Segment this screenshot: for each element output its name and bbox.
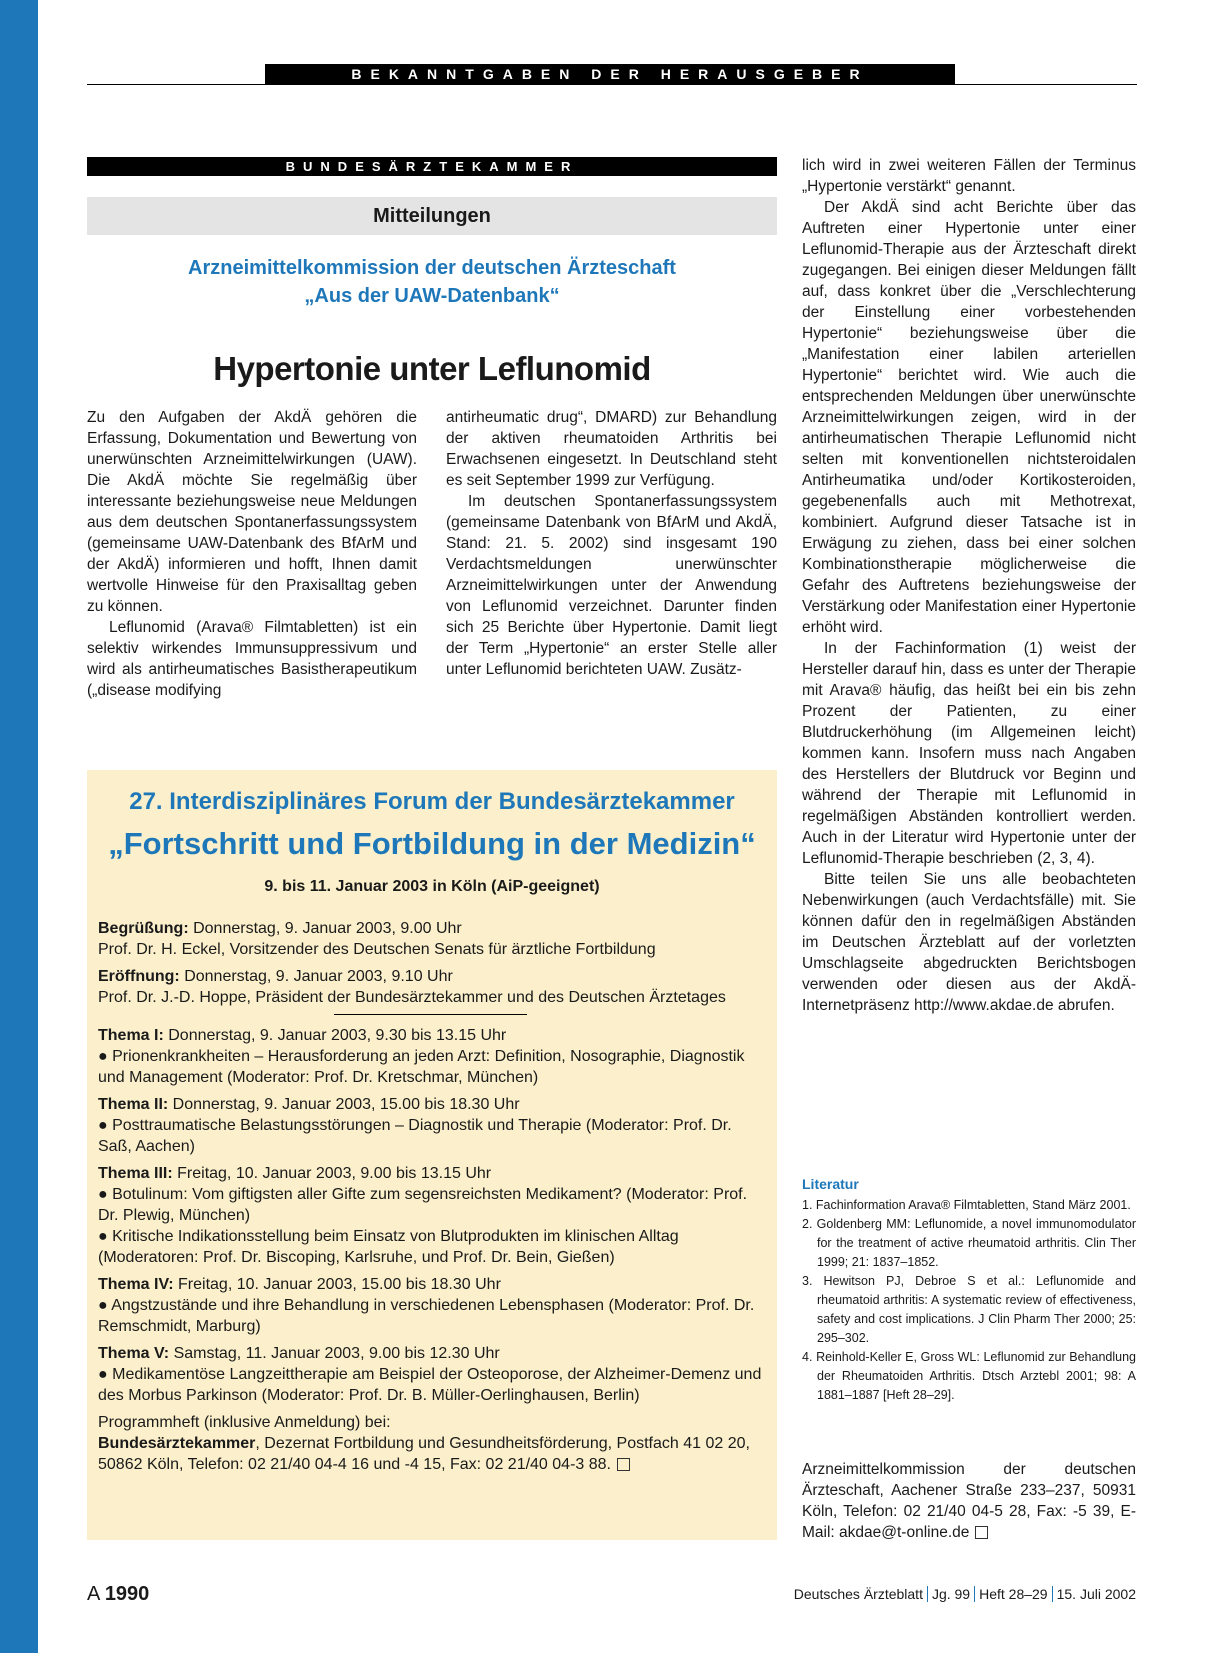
theme-label: Thema I: — [98, 1027, 164, 1044]
paragraph: Leflunomid (Arava® Filmtabletten) ist ein selektiv wirkendes Immunsuppressivum und wird als antirheumatisches Basistherapeutikum („disease modifying — [87, 619, 417, 699]
article-kicker-1: Arzneimittelkommission der deutschen Ärzteschaft — [188, 257, 676, 279]
paragraph: antirheumatic drug“, DMARD) zur Behandlung der aktiven rheumatoiden Arthritis bei Erwachsenen eingesetzt. In Deutschland steht es seit September 1999 zur Verfügung. — [446, 409, 777, 489]
forum-title: 27. Interdisziplinäres Forum der Bundesärztekammer — [129, 788, 735, 815]
forum-subtitle: „Fortschritt und Fortbildung in der Medizin“ — [108, 826, 756, 861]
literature-list — [802, 1196, 1136, 1405]
greeting-label: Begrüßung: — [98, 920, 189, 937]
theme-5 — [98, 1343, 764, 1406]
theme-2 — [98, 1094, 764, 1157]
greeting-time: Donnerstag, 9. Januar 2003, 9.00 Uhr — [188, 920, 462, 937]
address-text: Arzneimittelkommission der deutschen Ärzteschaft, Aachener Straße 233–237, 50931 Köln, Telefon: 02 21/40 04-5 28, Fax: -5 39, E-Mail: akdae@t-online.de — [802, 1461, 1136, 1541]
theme-time: Donnerstag, 9. Januar 2003, 9.30 bis 13.15 Uhr — [163, 1027, 507, 1044]
paragraph: Zu den Aufgaben der AkdÄ gehören die Erfassung, Dokumentation und Bewertung von unerwünschten Arzneimittelwirkungen (UAW). Die AkdÄ möchte Sie regelmäßig über interessante beziehungsweise neue Meldungen aus dem deutschen Spontanerfassungssystem (gemeinsame UAW-Datenbank des BfArM und der AkdÄ) informieren und hofft, Ihnen damit wertvolle Hinweise für den Praxisalltag geben zu können. — [87, 409, 417, 615]
theme-topic: ● Kritische Indikationsstellung beim Einsatz von Blutprodukten im klinischen Alltag (Moderatoren: Prof. Dr. Biscoping, Karlsruhe, und Prof. Dr. Bein, Gießen) — [98, 1228, 679, 1266]
paragraph: In der Fachinformation (1) weist der Hersteller darauf hin, dass es unter der Therapie mit Arava® häufig, das heißt bei ein bis zehn Prozent der Patienten, zu einer Blutdruckerhöhung (im Allgemeinen leicht) kommen kann. Insofern muss nach Angaben des Herstellers der Blutdruck vor Beginn und während der Therapie mit Leflunomid in regelmäßigen Abständen kontrolliert werden. Auch in der Literatur wird Hypertonie unter der Leflunomid-Therapie beschrieben (2, 3, 4). — [802, 640, 1136, 867]
journal-date: 15. Juli 2002 — [1056, 1586, 1136, 1602]
literature-item: 4. Reinhold-Keller E, Gross WL: Leflunomid zur Behandlung der Rheumatoiden Arthritis. Dtsch Arztebl 2001; 98: A 1881–1887 [Heft 28–29]. — [802, 1350, 1136, 1402]
opening-person: Prof. Dr. J.-D. Hoppe, Präsident der Bundesärztekammer und des Deutschen Ärztetages — [98, 989, 726, 1006]
forum-greeting — [98, 918, 764, 960]
journal-issue: Heft 28–29 — [979, 1586, 1048, 1602]
literature-item: 1. Fachinformation Arava® Filmtabletten, Stand März 2001. — [802, 1198, 1131, 1212]
paragraph: lich wird in zwei weiteren Fällen der Terminus „Hypertonie verstärkt“ genannt. — [802, 157, 1136, 195]
opening-label: Eröffnung: — [98, 968, 180, 985]
theme-label: Thema V: — [98, 1345, 170, 1362]
end-mark-icon — [975, 1526, 988, 1539]
theme-time: Freitag, 10. Januar 2003, 15.00 bis 18.30 Uhr — [173, 1276, 501, 1293]
literature-heading: Literatur — [802, 1176, 859, 1192]
paragraph: Bitte teilen Sie uns alle beobachteten Nebenwirkungen (auch Verdachtsfälle) mit. Sie können dafür den in regelmäßigen Abständen im Deutschen Ärzteblatt auf der vorletzten Umschlagseite abgedruckten Berichtsbogen verwenden oder diesen aus der AkdÄ-Internetpräsenz http://www.akdae.de abrufen. — [802, 871, 1136, 1014]
section-header-label: BEKANNTGABEN DER HERAUSGEBER — [265, 64, 955, 84]
theme-topic: ● Angstzustände und ihre Behandlung in verschiedenen Lebensphasen (Moderator: Prof. Dr. Remschmidt, Marburg) — [98, 1297, 755, 1335]
page-prefix: A — [87, 1583, 100, 1605]
theme-time: Freitag, 10. Januar 2003, 9.00 bis 13.15 Uhr — [172, 1165, 492, 1182]
theme-label: Thema IV: — [98, 1276, 174, 1293]
program-line: Programmheft (inklusive Anmeldung) bei: — [98, 1414, 391, 1431]
end-mark-icon — [617, 1458, 630, 1471]
article-column-right — [802, 155, 1136, 1016]
forum-announcement-box — [87, 770, 777, 1540]
forum-opening — [98, 966, 764, 1008]
program-details: , Dezernat Fortbildung und Gesundheitsförderung, Postfach 41 02 20, 50862 Köln, Telefon: 02 21/40 04-4 16 und -4 15, Fax: 02 21/40 04-3 88. — [98, 1435, 750, 1473]
article-kicker-2: „Aus der UAW-Datenbank“ — [304, 285, 560, 307]
theme-3 — [98, 1163, 764, 1268]
forum-program — [98, 918, 764, 1481]
paragraph: Der AkdÄ sind acht Berichte über das Auftreten einer Hypertonie unter einer Leflunomid-Therapie aus der Ärzteschaft direkt zugegangen. Bei einigen dieser Meldungen fällt auf, dass konkret über die „Verschlechterung der Einstellung einer vorbestehenden Hypertonie“ beziehungsweise über die „Manifestation einer labilen arteriellen Hypertonie“ berichtet wird. Wie auch die entsprechenden Meldungen über unerwünschte Arzneimittelwirkungen zeigen, wird in der antirheumatischen Therapie Leflunomid nicht selten mit konventionellen nichtsteroidalen Antirheumatika und/oder Kortikosteroiden, gegebenenfalls auch mit Methotrexat, kombiniert. Aufgrund dieser Tatsache ist in Erwägung zu ziehen, dass bei einer solchen Kombinationstherapie möglicherweise die Gefahr des Auftretens beziehungsweise der Verstärkung oder Manifestation einer Hypertonie erhöht wird. — [802, 199, 1136, 636]
theme-time: Samstag, 11. Januar 2003, 9.00 bis 12.30 Uhr — [169, 1345, 500, 1362]
divider — [334, 1014, 527, 1015]
article-column-middle — [446, 407, 777, 680]
theme-label: Thema III: — [98, 1165, 173, 1182]
forum-date: 9. bis 11. Januar 2003 in Köln (AiP-geeignet) — [264, 878, 600, 895]
article-headline: Hypertonie unter Leflunomid — [213, 350, 651, 387]
page-number-value: 1990 — [104, 1583, 150, 1605]
journal-volume: Jg. 99 — [931, 1586, 971, 1602]
contact-address — [802, 1459, 1136, 1543]
org-band: BUNDESÄRZTEKAMMER — [87, 157, 777, 176]
literature-item: 3. Hewitson PJ, Debroe S et al.: Leflunomide and rheumatoid arthritis: A systematic review of effectiveness, safety and cost implications. J Clin Pharm Ther 2000; 25: 295–302. — [802, 1274, 1136, 1345]
paragraph: Im deutschen Spontanerfassungssystem (gemeinsame Datenbank von BfArM und AkdÄ, Stand: 21. 5. 2002) sind insgesamt 190 Verdachtsmeldungen unerwünschter Arzneimittelwirkungen unter der Anwendung von Leflunomid verzeichnet. Darunter finden sich 25 Berichte über Hypertonie. Damit liegt der Term „Hypertonie“ an erster Stelle aller unter Leflunomid berichteten UAW. Zusätz- — [446, 493, 777, 678]
greeting-person: Prof. Dr. H. Eckel, Vorsitzender des Deutschen Senats für ärztliche Fortbildung — [98, 941, 656, 958]
section-header-band — [87, 64, 1137, 85]
page-number — [87, 1583, 149, 1606]
theme-topic: ● Medikamentöse Langzeittherapie am Beispiel der Osteoporose, der Alzheimer-Demenz und des Morbus Parkinson (Moderator: Prof. Dr. B. Müller-Oerlinghausen, Berlin) — [98, 1366, 762, 1404]
theme-topic: ● Prionenkrankheiten – Herausforderung an jeden Arzt: Definition, Nosographie, Diagnostik und Management (Moderator: Prof. Dr. Kretschmar, München) — [98, 1048, 745, 1086]
forum-program-contact — [98, 1412, 764, 1475]
program-org: Bundesärztekammer — [98, 1435, 256, 1452]
theme-4 — [98, 1274, 764, 1337]
page-edge-bar — [0, 0, 38, 1653]
literature-item: 2. Goldenberg MM: Leflunomide, a novel immunomodulator for the treatment of active rheumatoid arthritis. Clin Ther 1999; 21: 1837–1852. — [802, 1217, 1136, 1269]
theme-topic: ● Botulinum: Vom giftigsten aller Gifte zum segensreichsten Medikament? (Moderator: Prof. Dr. Plewig, München) — [98, 1186, 748, 1224]
theme-topic: ● Posttraumatische Belastungsstörungen – Diagnostik und Therapie (Moderator: Prof. Dr. Saß, Aachen) — [98, 1117, 732, 1155]
theme-1 — [98, 1025, 764, 1088]
journal-footer — [760, 1586, 1136, 1602]
opening-time: Donnerstag, 9. Januar 2003, 9.10 Uhr — [179, 968, 453, 985]
theme-time: Donnerstag, 9. Januar 2003, 15.00 bis 18.30 Uhr — [168, 1096, 520, 1113]
category-band: Mitteilungen — [87, 197, 777, 235]
article-column-left — [87, 407, 417, 701]
journal-name: Deutsches Ärzteblatt — [793, 1586, 923, 1602]
theme-label: Thema II: — [98, 1096, 169, 1113]
